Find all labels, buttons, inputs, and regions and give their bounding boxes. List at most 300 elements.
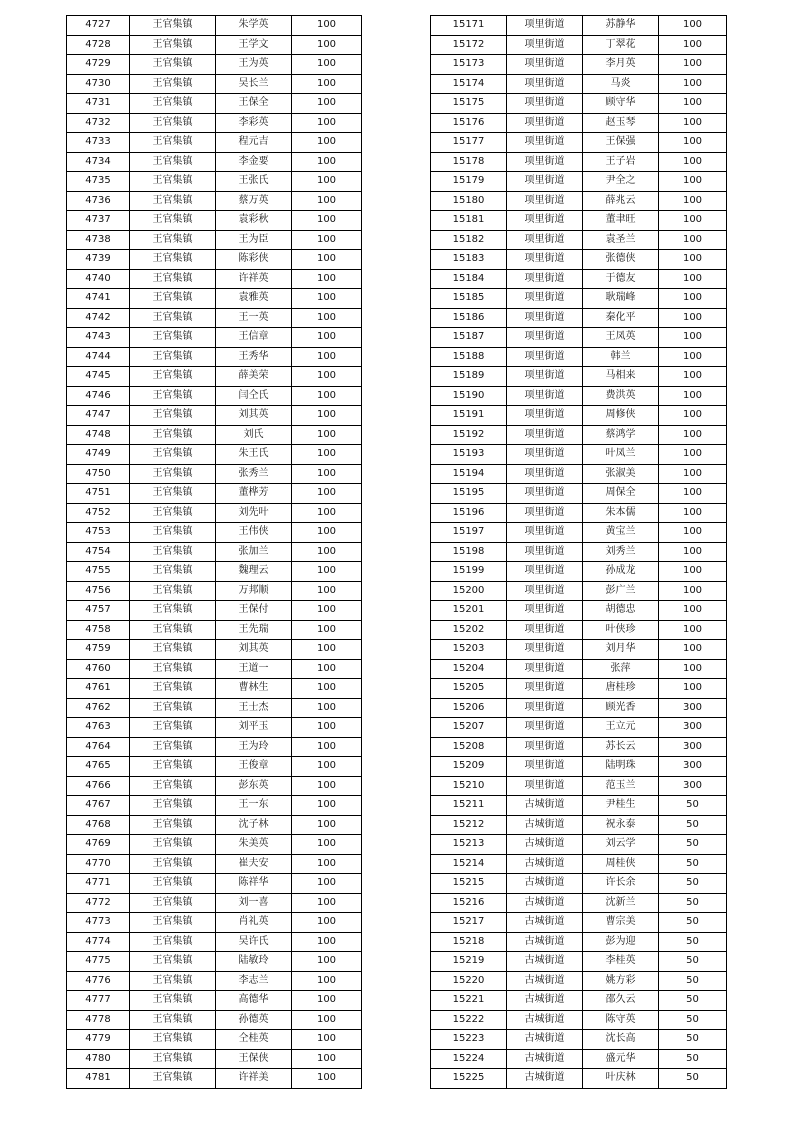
name-cell: 肖礼英 — [216, 913, 292, 933]
table-row — [431, 679, 727, 699]
township-cell: 王官集镇 — [130, 386, 216, 406]
township-cell: 王官集镇 — [130, 874, 216, 894]
amount-cell: 100 — [659, 425, 727, 445]
serial-number-cell: 4766 — [67, 776, 130, 796]
serial-number-cell: 4769 — [67, 835, 130, 855]
name-cell: 王为英 — [216, 55, 292, 75]
amount-cell: 100 — [292, 737, 362, 757]
name-cell: 许祥英 — [216, 269, 292, 289]
serial-number-cell: 15222 — [431, 1010, 507, 1030]
township-cell: 项里街道 — [507, 737, 583, 757]
township-cell: 项里街道 — [507, 562, 583, 582]
table-row — [431, 562, 727, 582]
name-cell: 李彩英 — [216, 113, 292, 133]
table-row — [67, 776, 362, 796]
table-row — [431, 913, 727, 933]
serial-number-cell: 4739 — [67, 250, 130, 270]
table-row — [431, 94, 727, 114]
table-row — [67, 893, 362, 913]
table-row — [67, 464, 362, 484]
table-row — [431, 484, 727, 504]
name-cell: 彭东英 — [216, 776, 292, 796]
name-cell: 叶侠珍 — [583, 620, 659, 640]
name-cell: 韩兰 — [583, 347, 659, 367]
township-cell: 项里街道 — [507, 425, 583, 445]
serial-number-cell: 4746 — [67, 386, 130, 406]
table-row — [431, 308, 727, 328]
table-row — [431, 386, 727, 406]
name-cell: 袁彩秋 — [216, 211, 292, 231]
serial-number-cell: 4736 — [67, 191, 130, 211]
name-cell: 苏长云 — [583, 737, 659, 757]
serial-number-cell: 4733 — [67, 133, 130, 153]
table-row — [431, 854, 727, 874]
township-cell: 项里街道 — [507, 659, 583, 679]
amount-cell: 100 — [659, 191, 727, 211]
name-cell: 闫仝氏 — [216, 386, 292, 406]
name-cell: 李桂英 — [583, 952, 659, 972]
serial-number-cell: 4764 — [67, 737, 130, 757]
name-cell: 吴许氏 — [216, 932, 292, 952]
township-cell: 项里街道 — [507, 620, 583, 640]
amount-cell: 100 — [292, 191, 362, 211]
name-cell: 苏静华 — [583, 16, 659, 36]
amount-cell: 100 — [292, 211, 362, 231]
name-cell: 刘平玉 — [216, 718, 292, 738]
township-cell: 项里街道 — [507, 757, 583, 777]
serial-number-cell: 15178 — [431, 152, 507, 172]
township-cell: 王官集镇 — [130, 718, 216, 738]
amount-cell: 100 — [292, 172, 362, 192]
table-row — [431, 659, 727, 679]
table-row — [431, 35, 727, 55]
serial-number-cell: 4748 — [67, 425, 130, 445]
amount-cell: 100 — [292, 562, 362, 582]
name-cell: 朱王氏 — [216, 445, 292, 465]
table-row — [67, 971, 362, 991]
serial-number-cell: 4777 — [67, 991, 130, 1011]
amount-cell: 100 — [659, 347, 727, 367]
name-cell: 沈长高 — [583, 1030, 659, 1050]
amount-cell: 100 — [292, 152, 362, 172]
township-cell: 项里街道 — [507, 367, 583, 387]
township-cell: 王官集镇 — [130, 991, 216, 1011]
table-row — [431, 796, 727, 816]
name-cell: 许祥美 — [216, 1069, 292, 1089]
township-cell: 王官集镇 — [130, 16, 216, 36]
table-row — [431, 757, 727, 777]
table-row — [67, 113, 362, 133]
amount-cell: 100 — [292, 874, 362, 894]
township-cell: 项里街道 — [507, 406, 583, 426]
amount-cell: 100 — [659, 16, 727, 36]
township-cell: 王官集镇 — [130, 562, 216, 582]
township-cell: 项里街道 — [507, 347, 583, 367]
name-cell: 吴长兰 — [216, 74, 292, 94]
name-cell: 蔡万英 — [216, 191, 292, 211]
name-cell: 王保付 — [216, 601, 292, 621]
township-cell: 王官集镇 — [130, 640, 216, 660]
serial-number-cell: 4767 — [67, 796, 130, 816]
table-row — [67, 679, 362, 699]
amount-cell: 50 — [659, 1010, 727, 1030]
name-cell: 彭为迎 — [583, 932, 659, 952]
amount-cell: 100 — [659, 94, 727, 114]
amount-cell: 100 — [659, 503, 727, 523]
township-cell: 项里街道 — [507, 484, 583, 504]
name-cell: 张秀兰 — [216, 464, 292, 484]
amount-cell: 100 — [659, 133, 727, 153]
serial-number-cell: 4763 — [67, 718, 130, 738]
serial-number-cell: 15188 — [431, 347, 507, 367]
table-row — [431, 503, 727, 523]
name-cell: 王张氏 — [216, 172, 292, 192]
table-row — [431, 289, 727, 309]
amount-cell: 100 — [659, 74, 727, 94]
township-cell: 项里街道 — [507, 152, 583, 172]
township-cell: 王官集镇 — [130, 172, 216, 192]
amount-cell: 100 — [292, 581, 362, 601]
serial-number-cell: 15214 — [431, 854, 507, 874]
township-cell: 项里街道 — [507, 601, 583, 621]
table-row — [67, 1010, 362, 1030]
name-cell: 王凤英 — [583, 328, 659, 348]
name-cell: 王道一 — [216, 659, 292, 679]
name-cell: 曹林生 — [216, 679, 292, 699]
township-cell: 王官集镇 — [130, 308, 216, 328]
township-cell: 王官集镇 — [130, 425, 216, 445]
name-cell: 刘秀兰 — [583, 542, 659, 562]
township-cell: 项里街道 — [507, 269, 583, 289]
serial-number-cell: 4756 — [67, 581, 130, 601]
amount-cell: 100 — [659, 172, 727, 192]
township-cell: 项里街道 — [507, 16, 583, 36]
serial-number-cell: 15197 — [431, 523, 507, 543]
amount-cell: 100 — [659, 308, 727, 328]
table-row — [67, 581, 362, 601]
serial-number-cell: 15180 — [431, 191, 507, 211]
amount-cell: 50 — [659, 1069, 727, 1089]
name-cell: 王俊章 — [216, 757, 292, 777]
serial-number-cell: 4729 — [67, 55, 130, 75]
township-cell: 项里街道 — [507, 133, 583, 153]
name-cell: 王为臣 — [216, 230, 292, 250]
table-row — [67, 835, 362, 855]
table-row — [431, 191, 727, 211]
township-cell: 王官集镇 — [130, 815, 216, 835]
serial-number-cell: 15172 — [431, 35, 507, 55]
serial-number-cell: 15181 — [431, 211, 507, 231]
name-cell: 薛兆云 — [583, 191, 659, 211]
name-cell: 王学文 — [216, 35, 292, 55]
table-row — [431, 874, 727, 894]
township-cell: 项里街道 — [507, 74, 583, 94]
table-row — [67, 172, 362, 192]
serial-number-cell: 4750 — [67, 464, 130, 484]
amount-cell: 100 — [292, 1010, 362, 1030]
name-cell: 王信章 — [216, 328, 292, 348]
name-cell: 丁翠花 — [583, 35, 659, 55]
amount-cell: 100 — [659, 445, 727, 465]
amount-cell: 100 — [659, 35, 727, 55]
amount-cell: 50 — [659, 874, 727, 894]
township-cell: 王官集镇 — [130, 74, 216, 94]
amount-cell: 100 — [292, 542, 362, 562]
table-row — [67, 874, 362, 894]
amount-cell: 100 — [292, 406, 362, 426]
table-row — [431, 601, 727, 621]
roster-table-left — [66, 15, 362, 1089]
serial-number-cell: 15198 — [431, 542, 507, 562]
township-cell: 王官集镇 — [130, 484, 216, 504]
serial-number-cell: 4755 — [67, 562, 130, 582]
township-cell: 王官集镇 — [130, 152, 216, 172]
township-cell: 项里街道 — [507, 230, 583, 250]
amount-cell: 100 — [292, 74, 362, 94]
township-cell: 古城街道 — [507, 1069, 583, 1089]
township-cell: 古城街道 — [507, 1030, 583, 1050]
serial-number-cell: 4727 — [67, 16, 130, 36]
table-row — [67, 991, 362, 1011]
table-row — [431, 211, 727, 231]
table-row — [431, 620, 727, 640]
table-row — [431, 1049, 727, 1069]
amount-cell: 50 — [659, 815, 727, 835]
name-cell: 刘其英 — [216, 640, 292, 660]
amount-cell: 100 — [292, 1049, 362, 1069]
amount-cell: 50 — [659, 1030, 727, 1050]
amount-cell: 300 — [659, 718, 727, 738]
serial-number-cell: 15221 — [431, 991, 507, 1011]
serial-number-cell: 15207 — [431, 718, 507, 738]
amount-cell: 100 — [659, 484, 727, 504]
township-cell: 古城街道 — [507, 971, 583, 991]
serial-number-cell: 4737 — [67, 211, 130, 231]
serial-number-cell: 15220 — [431, 971, 507, 991]
amount-cell: 100 — [659, 464, 727, 484]
amount-cell: 100 — [659, 250, 727, 270]
township-cell: 王官集镇 — [130, 796, 216, 816]
table-row — [67, 269, 362, 289]
table-row — [431, 1010, 727, 1030]
table-row — [67, 347, 362, 367]
serial-number-cell: 4754 — [67, 542, 130, 562]
name-cell: 周保全 — [583, 484, 659, 504]
table-row — [67, 854, 362, 874]
township-cell: 王官集镇 — [130, 893, 216, 913]
serial-number-cell: 15201 — [431, 601, 507, 621]
name-cell: 王子岩 — [583, 152, 659, 172]
table-row — [67, 503, 362, 523]
table-row — [431, 113, 727, 133]
name-cell: 唐桂珍 — [583, 679, 659, 699]
amount-cell: 300 — [659, 757, 727, 777]
township-cell: 古城街道 — [507, 854, 583, 874]
amount-cell: 100 — [659, 289, 727, 309]
table-row — [67, 386, 362, 406]
name-cell: 马炎 — [583, 74, 659, 94]
amount-cell: 100 — [292, 523, 362, 543]
township-cell: 王官集镇 — [130, 581, 216, 601]
name-cell: 朱本儒 — [583, 503, 659, 523]
amount-cell: 100 — [292, 133, 362, 153]
table-row — [431, 971, 727, 991]
table-row — [67, 757, 362, 777]
township-cell: 项里街道 — [507, 250, 583, 270]
amount-cell: 100 — [292, 952, 362, 972]
name-cell: 范玉兰 — [583, 776, 659, 796]
serial-number-cell: 15223 — [431, 1030, 507, 1050]
township-cell: 王官集镇 — [130, 952, 216, 972]
table-row — [67, 445, 362, 465]
table-row — [67, 35, 362, 55]
table-row — [431, 74, 727, 94]
name-cell: 王士杰 — [216, 698, 292, 718]
serial-number-cell: 15217 — [431, 913, 507, 933]
table-row — [67, 94, 362, 114]
name-cell: 黄宝兰 — [583, 523, 659, 543]
township-cell: 王官集镇 — [130, 503, 216, 523]
name-cell: 马相来 — [583, 367, 659, 387]
amount-cell: 100 — [292, 113, 362, 133]
name-cell: 王保侠 — [216, 1049, 292, 1069]
name-cell: 袁圣兰 — [583, 230, 659, 250]
name-cell: 刘一喜 — [216, 893, 292, 913]
amount-cell: 50 — [659, 932, 727, 952]
table-row — [431, 367, 727, 387]
amount-cell: 100 — [292, 269, 362, 289]
township-cell: 王官集镇 — [130, 835, 216, 855]
table-row — [67, 815, 362, 835]
serial-number-cell: 15213 — [431, 835, 507, 855]
serial-number-cell: 4774 — [67, 932, 130, 952]
name-cell: 刘云学 — [583, 835, 659, 855]
serial-number-cell: 15179 — [431, 172, 507, 192]
serial-number-cell: 15173 — [431, 55, 507, 75]
township-cell: 王官集镇 — [130, 113, 216, 133]
amount-cell: 100 — [292, 893, 362, 913]
table-row — [431, 776, 727, 796]
amount-cell: 100 — [659, 367, 727, 387]
serial-number-cell: 15193 — [431, 445, 507, 465]
township-cell: 古城街道 — [507, 913, 583, 933]
serial-number-cell: 4758 — [67, 620, 130, 640]
amount-cell: 100 — [292, 328, 362, 348]
table-row — [431, 464, 727, 484]
name-cell: 秦化平 — [583, 308, 659, 328]
township-cell: 古城街道 — [507, 1010, 583, 1030]
name-cell: 孙成龙 — [583, 562, 659, 582]
serial-number-cell: 15190 — [431, 386, 507, 406]
table-row — [431, 152, 727, 172]
serial-number-cell: 4761 — [67, 679, 130, 699]
township-cell: 项里街道 — [507, 718, 583, 738]
amount-cell: 100 — [292, 35, 362, 55]
amount-cell: 100 — [659, 386, 727, 406]
amount-cell: 100 — [292, 1069, 362, 1089]
name-cell: 程元吉 — [216, 133, 292, 153]
name-cell: 孙德英 — [216, 1010, 292, 1030]
serial-number-cell: 4743 — [67, 328, 130, 348]
table-row — [431, 932, 727, 952]
table-row — [431, 172, 727, 192]
township-cell: 项里街道 — [507, 113, 583, 133]
name-cell: 周桂侠 — [583, 854, 659, 874]
serial-number-cell: 15218 — [431, 932, 507, 952]
amount-cell: 300 — [659, 737, 727, 757]
township-cell: 王官集镇 — [130, 367, 216, 387]
serial-number-cell: 15216 — [431, 893, 507, 913]
serial-number-cell: 15192 — [431, 425, 507, 445]
name-cell: 耿瑞峰 — [583, 289, 659, 309]
township-cell: 王官集镇 — [130, 445, 216, 465]
amount-cell: 100 — [659, 211, 727, 231]
amount-cell: 50 — [659, 971, 727, 991]
name-cell: 朱学英 — [216, 16, 292, 36]
township-cell: 王官集镇 — [130, 542, 216, 562]
name-cell: 邵久云 — [583, 991, 659, 1011]
name-cell: 张加兰 — [216, 542, 292, 562]
name-cell: 尹全之 — [583, 172, 659, 192]
township-cell: 项里街道 — [507, 55, 583, 75]
table-row — [67, 484, 362, 504]
amount-cell: 100 — [659, 230, 727, 250]
name-cell: 刘月华 — [583, 640, 659, 660]
serial-number-cell: 15187 — [431, 328, 507, 348]
serial-number-cell: 4730 — [67, 74, 130, 94]
serial-number-cell: 4740 — [67, 269, 130, 289]
township-cell: 古城街道 — [507, 1049, 583, 1069]
amount-cell: 100 — [659, 562, 727, 582]
name-cell: 高德华 — [216, 991, 292, 1011]
name-cell: 董聿旺 — [583, 211, 659, 231]
amount-cell: 50 — [659, 835, 727, 855]
amount-cell: 100 — [292, 971, 362, 991]
serial-number-cell: 4762 — [67, 698, 130, 718]
serial-number-cell: 15224 — [431, 1049, 507, 1069]
serial-number-cell: 4776 — [67, 971, 130, 991]
amount-cell: 100 — [292, 796, 362, 816]
serial-number-cell: 15225 — [431, 1069, 507, 1089]
amount-cell: 100 — [292, 289, 362, 309]
amount-cell: 100 — [292, 16, 362, 36]
amount-cell: 100 — [292, 1030, 362, 1050]
name-cell: 曹宗美 — [583, 913, 659, 933]
name-cell: 沈子林 — [216, 815, 292, 835]
township-cell: 项里街道 — [507, 386, 583, 406]
amount-cell: 100 — [292, 659, 362, 679]
table-row — [67, 191, 362, 211]
serial-number-cell: 4759 — [67, 640, 130, 660]
table-row — [67, 796, 362, 816]
name-cell: 刘先叶 — [216, 503, 292, 523]
name-cell: 赵玉琴 — [583, 113, 659, 133]
serial-number-cell: 4757 — [67, 601, 130, 621]
serial-number-cell: 4780 — [67, 1049, 130, 1069]
name-cell: 叶凤兰 — [583, 445, 659, 465]
township-cell: 古城街道 — [507, 815, 583, 835]
serial-number-cell: 15186 — [431, 308, 507, 328]
amount-cell: 100 — [292, 250, 362, 270]
name-cell: 董桦芳 — [216, 484, 292, 504]
name-cell: 王立元 — [583, 718, 659, 738]
name-cell: 陈守英 — [583, 1010, 659, 1030]
table-row — [67, 913, 362, 933]
roster-table-right — [430, 15, 727, 1089]
table-row — [67, 601, 362, 621]
township-cell: 项里街道 — [507, 679, 583, 699]
serial-number-cell: 15175 — [431, 94, 507, 114]
